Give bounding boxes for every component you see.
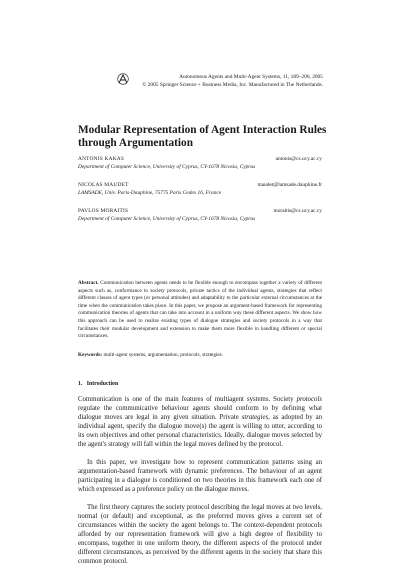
paragraph-text: regulate the communicative behaviour agents should conform to by defining what dialogue moves are legal in any given situation. Private xyxy=(78,405,322,421)
paragraph-text: Communication is one of the main features of multiagent systems. Society xyxy=(78,396,297,403)
section-heading xyxy=(78,381,118,389)
author-affiliation: Department of Computer Science, University of Cyprus, CY-1678 Nicosia, Cyprus xyxy=(78,215,256,222)
paragraph-text: , as adopted by an individual agent, specify the dialogue move(s) the agent is willing to utter, according to its own objectives and other personal characteristics. Ideally, dialogue moves selected by the agent's strategy will fall within the legal moves defined by the protocol. xyxy=(78,414,322,448)
emphasis-strategies: strategies xyxy=(241,414,269,421)
paper-title: Modular Representation of Agent Interaction Rules through Argumentation xyxy=(78,124,327,149)
author-block-2 xyxy=(78,182,322,197)
section-number: 1. xyxy=(78,381,83,387)
emphasis-protocols: protocols xyxy=(296,396,322,403)
author-name: NICOLAS MAUDET xyxy=(78,182,129,188)
publisher-logo-icon xyxy=(117,73,129,85)
section-title: Introduction xyxy=(86,381,119,387)
keywords xyxy=(78,352,322,360)
author-email: antonis@cs.ucy.ac.cy xyxy=(275,156,322,162)
body-paragraph-1 xyxy=(78,395,322,449)
keywords-text: multi-agent systems, argumentation, protocols, strategies. xyxy=(103,352,223,358)
author-block-3 xyxy=(78,208,322,223)
author-name: ANTONIS KAKAS xyxy=(78,156,125,162)
body-paragraph-3: The first theory captures the society protocol describing the legal moves at two levels, normal (or default) and exceptional, as the preferred moves gives a current set of circumstances within the society the agent belongs to. The context-dependent protocols afforded by our representation framework will give a high degree of flexibility to encompass, together in one uniform theory, the different aspects of the protocol under different circumstances, as perceived by the different agents in the society that share this common protocol. xyxy=(78,504,322,565)
journal-line-2: © 2005 Springer Science + Business Media, Inc. Manufactured in The Netherlands. xyxy=(142,81,323,88)
author-email: moraitis@cs.ucy.ac.cy xyxy=(273,208,322,214)
author-affiliation: LAMSADE, Univ. Paris-Dauphine, 75775 Paris Cedex 16, France xyxy=(78,189,222,196)
author-email: maudet@lamsade.dauphine.fr xyxy=(257,182,322,188)
author-affiliation: Department of Computer Science, University of Cyprus, CY-1678 Nicosia, Cyprus xyxy=(78,163,256,170)
journal-line-1: Autonomous Agents and Multi-Agent Systems, 11, 189–206, 2005 xyxy=(179,74,323,80)
abstract-label: Abstract. xyxy=(78,280,99,286)
body-paragraph-2: In this paper, we investigate how to represent communication patterns using an argumentation-based framework with dynamic preferences. The behaviour of an agent participating in a dialogue is conditioned on two theories in this framework each one of which expressed as a preference policy on the dialogue moves. xyxy=(78,459,322,493)
journal-citation xyxy=(133,74,323,89)
author-block-1 xyxy=(78,156,322,171)
abstract xyxy=(78,280,322,341)
abstract-text: Communication between agents needs to be flexible enough to encompass together a variety of different aspects such as, conformance to society protocols, private tactics of the individual agents, strategies that reflect different classes of agent types (or personal attitudes) and adaptability to the particular external circumstances at the time when the communication takes place. In this paper, we propose an argument-based framework for representing communication theories of agents that can take into account in a uniform way these different aspects. We show how this approach can be used to realize existing types of dialogue strategies and society protocols in a way that facilitates their modular development and extension to make them more flexible in handling different or special circumstances. xyxy=(78,280,323,340)
keywords-label: Keywords: xyxy=(78,352,103,358)
author-name: PAVLOS MORAITIS xyxy=(78,208,129,214)
